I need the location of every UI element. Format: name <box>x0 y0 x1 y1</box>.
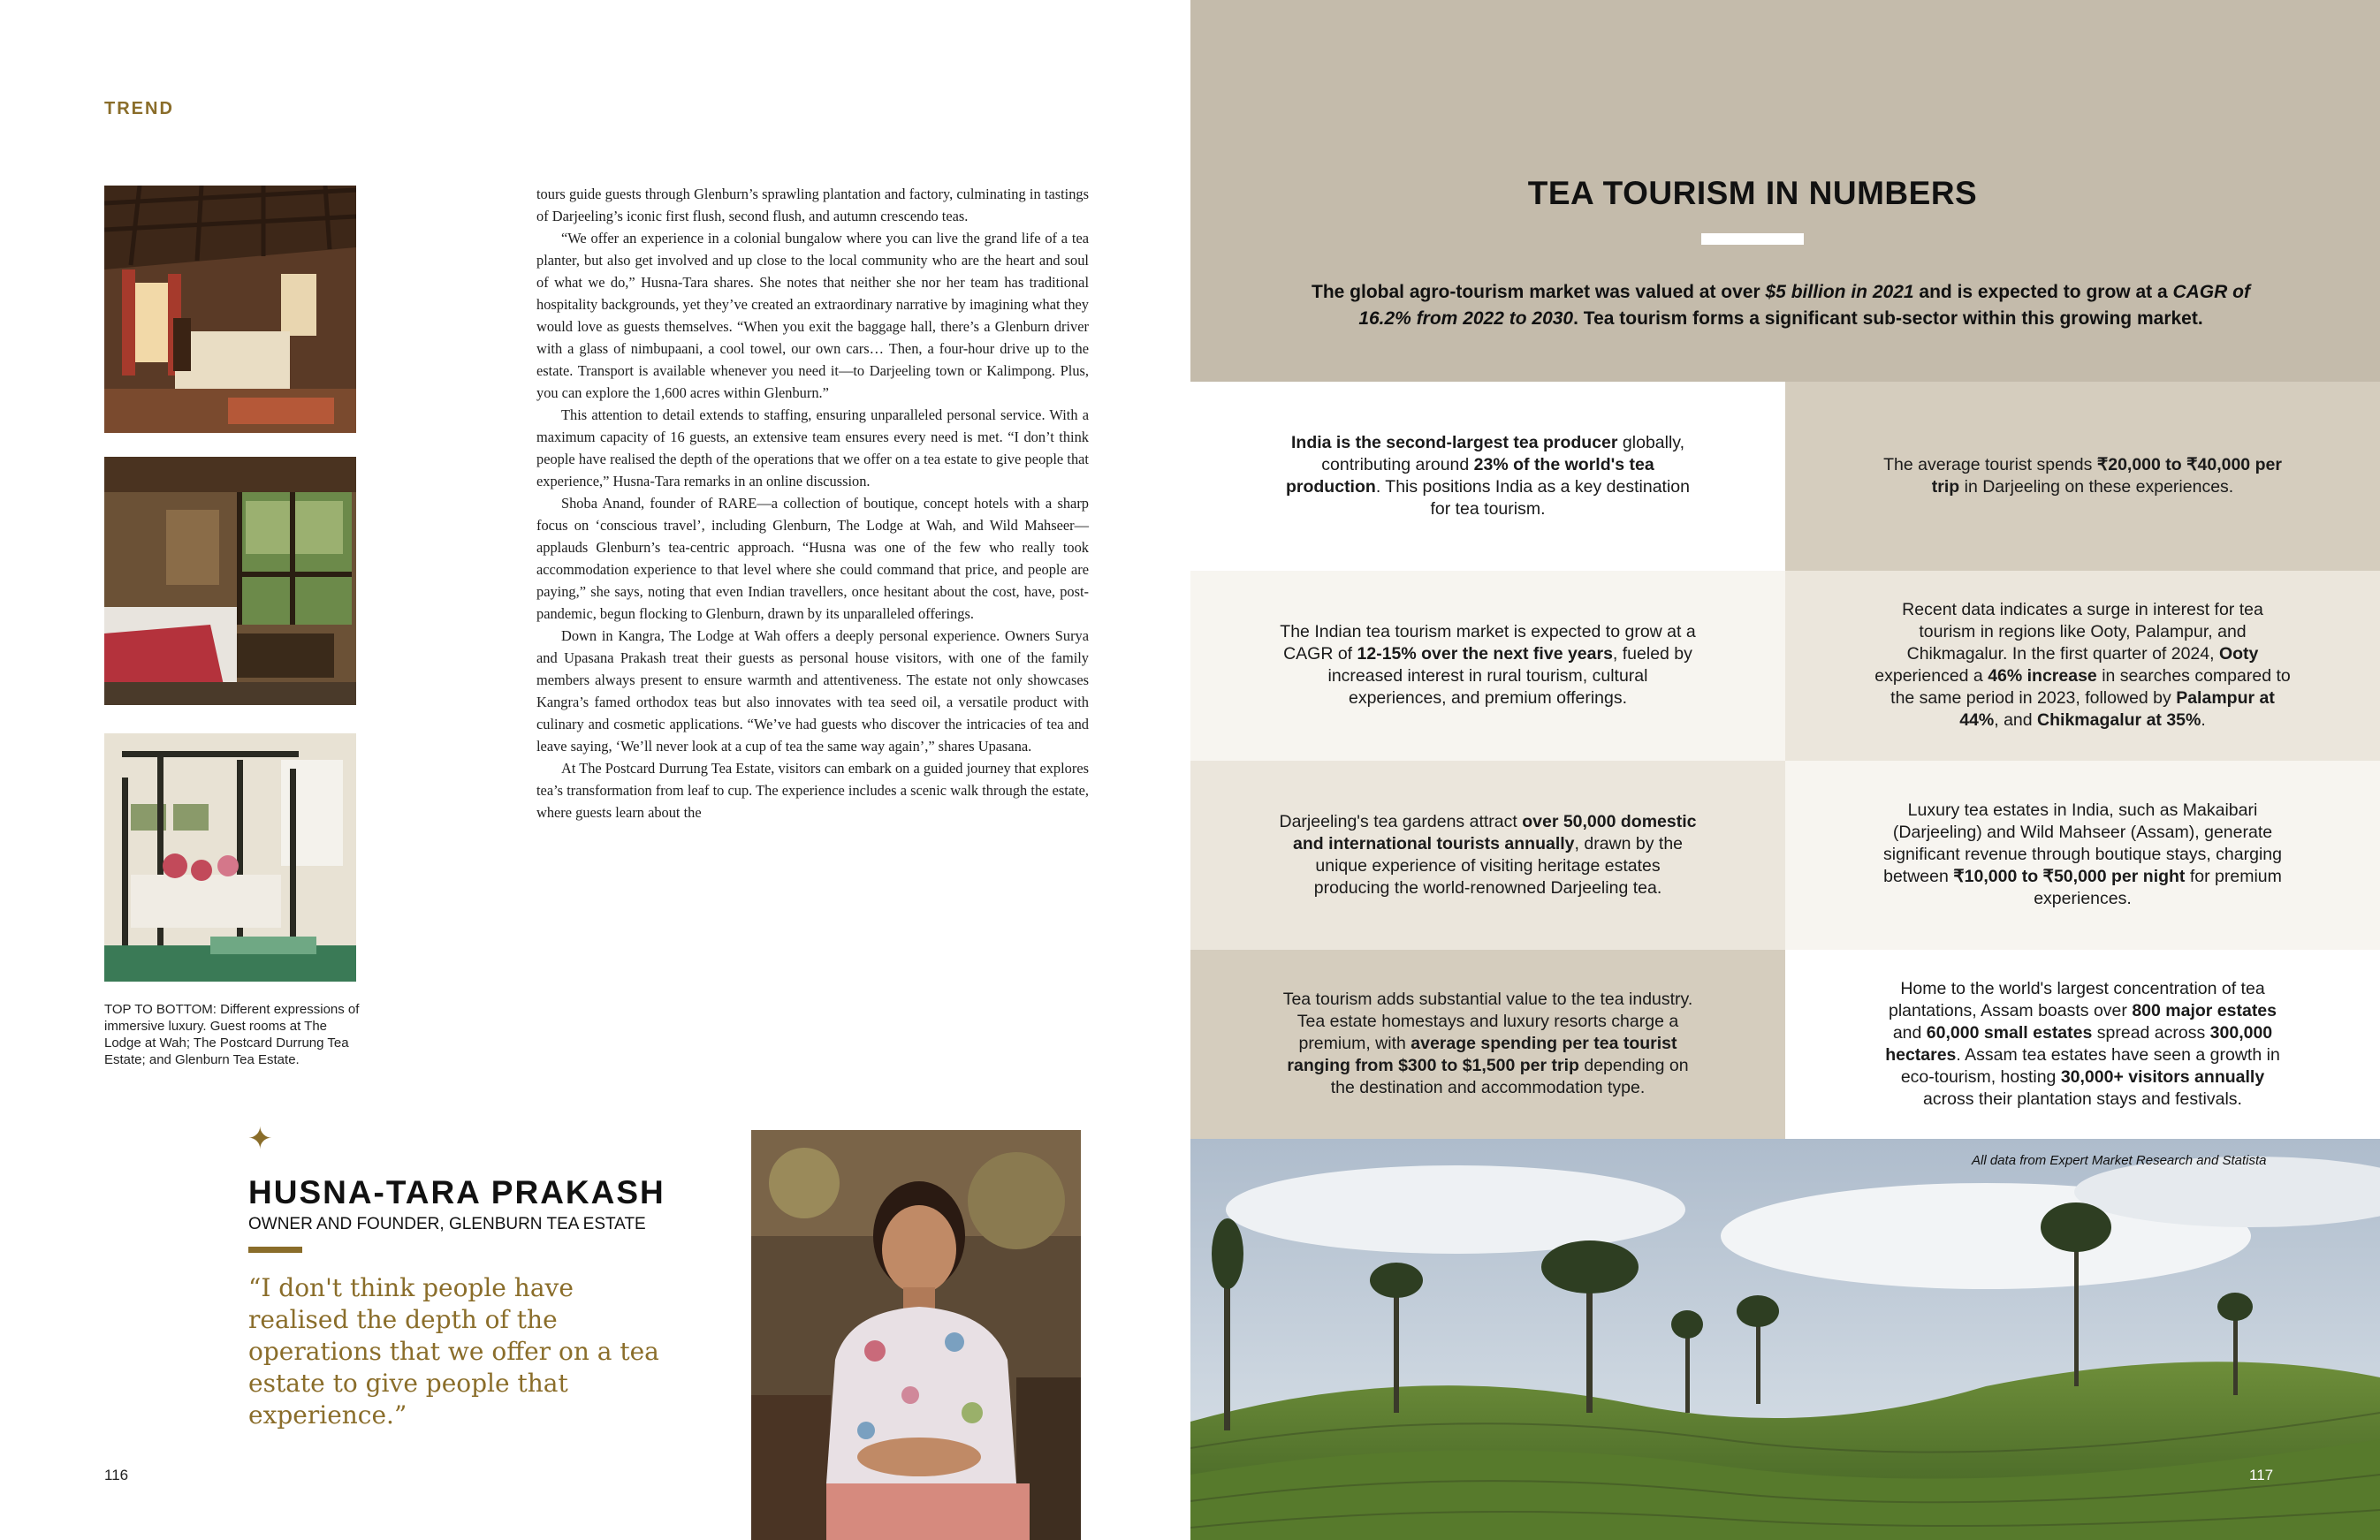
infographic-intro: The global agro-tourism market was valued at over $5 billion in 2021 and is expected to grow at a CAGR of 16.2% from 2022 to 2030. Tea tourism forms a significant sub-sector within this growing market. <box>1312 282 2250 329</box>
body-paragraph: This attention to detail extends to staffing, ensuring unparalleled personal service. With a maximum capacity of 16 guests, an extensive team ensures every need is met. “I don’t think people have realised the depth of the operations that we offer on a tea estate to give people that experience,” Husna-Tara remarks in an online discussion. <box>536 406 1089 489</box>
source-note: All data from Expert Market Research and Statista <box>1972 1153 2267 1168</box>
profile-role: OWNER AND FOUNDER, GLENBURN TEA ESTATE <box>248 1215 646 1233</box>
stat-cell <box>1190 950 1785 1139</box>
pull-quote: “I don't think people have realised the depth of the operations that we offer on a tea estate to give people that experience.” <box>248 1273 659 1430</box>
stat-text: Darjeeling's tea gardens attract over 50,000 domestic and international tourists annually, drawn by the unique experience of visiting heritage estates producing the world-renowned Darjeeling tea. <box>1279 811 1697 898</box>
stat-cell <box>1785 382 2380 571</box>
stats-grid <box>1190 382 2380 1139</box>
stat-cell <box>1785 950 2380 1139</box>
bedroom-photo-2 <box>104 457 356 705</box>
article-body <box>536 183 1089 823</box>
stat-text: The average tourist spends ₹20,000 to ₹40,000 per trip in Darjeeling on these experiences. <box>1883 455 2282 497</box>
body-paragraph: Shoba Anand, founder of RARE—a collection of boutique, concept hotels with a sharp focus on ‘conscious travel’, including Glenburn, The Lodge at Wah, and Wild Mahseer—applauds Glenburn’s tea-centric approach. “Husna was one of the few who really took accommodation experience to that level where she could command that price, and people are paying,” she says, noting that even Indian travellers, once hesitant about the cost, have, post-pandemic, begun flocking to Glenburn, drawn by its unparalleled offerings. <box>536 495 1089 622</box>
stat-cell <box>1785 761 2380 950</box>
portrait-photo <box>751 1130 1081 1540</box>
stat-cell <box>1785 571 2380 760</box>
stat-text: Luxury tea estates in India, such as Makaibari (Darjeeling) and Wild Mahseer (Assam), generate significant revenue through boutique stays, charging between ₹10,000 to ₹50,000 per night for premium experiences. <box>1883 800 2282 909</box>
infographic-title: TEA TOURISM IN NUMBERS <box>1527 175 1978 211</box>
stat-cell <box>1190 382 1785 571</box>
body-paragraph: “We offer an experience in a colonial bungalow where you can live the grand life of a tea planter, but also get involved and up close to the local community who are the heart and soul of what we do,” Husna-Tara shares. She notes that neither she nor her team has traditional hospitality backgrounds, yet they’ve created an extraordinary narrative by imagining what they would love as guests themselves. “When you exit the baggage hall, there’s a Glenburn driver with a glass of nimbupaani, a cool towel, our own cars… Then, a four-hour drive up to the estate. Transport is available whenever you need it—to Darjeeling town or Kalimpong. Plus, you can explore the 1,600 acres within Glenburn.” <box>536 230 1089 401</box>
stat-text: The Indian tea tourism market is expected to grow at a CAGR of 12-15% over the next five years, fueled by increased interest in rural tourism, cultural experiences, and premium offerings. <box>1280 622 1696 709</box>
body-paragraph: At The Postcard Durrung Tea Estate, visitors can embark on a guided journey that explores tea’s transformation from leaf to cup. The experience includes a scenic walk through the estate, where guests learn about the <box>536 760 1089 821</box>
page-number-left: 116 <box>104 1467 129 1483</box>
bedroom-photo-3 <box>104 733 356 982</box>
title-divider <box>1701 233 1804 245</box>
profile-name: HUSNA-TARA PRAKASH <box>248 1174 665 1210</box>
stat-text: India is the second-largest tea producer globally, contributing around 23% of the world's tea production. This positions India as a key destination for tea tourism. <box>1285 433 1690 520</box>
star-ornament-icon: ✦ <box>247 1122 273 1156</box>
bedroom-photo-1 <box>104 186 356 433</box>
body-paragraph: tours guide guests through Glenburn’s sprawling plantation and factory, culminating in tastings of Darjeeling’s iconic first flush, second flush, and autumn crescendo teas. <box>536 186 1089 224</box>
photo-caption: TOP TO BOTTOM: Different expressions of immersive luxury. Guest rooms at The Lodge at Wah; The Postcard Durrung Tea Estate; and Glenburn Tea Estate. <box>104 1002 360 1067</box>
page-number-right: 117 <box>2249 1467 2274 1483</box>
stat-text: Recent data indicates a surge in interest for tea tourism in regions like Ooty, Palampur, and Chikmagalur. In the first quarter of 2024, Ooty experienced a 46% increase in searches compared to the same period in 2023, followed by Palampur at 44%, and Chikmagalur at 35%. <box>1874 600 2291 731</box>
gold-divider <box>248 1247 302 1253</box>
stat-cell <box>1190 761 1785 950</box>
tea-plantation-photo <box>1190 1139 2380 1540</box>
stat-cell <box>1190 571 1785 760</box>
stat-text: Tea tourism adds substantial value to the tea industry. Tea estate homestays and luxury resorts charge a premium, with average spending per tea tourist ranging from $300 to $1,500 per trip depending on the destination and accommodation type. <box>1282 990 1693 1098</box>
body-paragraph: Down in Kangra, The Lodge at Wah offers a deeply personal experience. Owners Surya and Upasana Prakash treat their guests as personal house visitors, with one of the family members always present to ensure warmth and attentiveness. The estate not only showcases Kangra’s famed orthodox teas but also innovates with tea seed oil, a versatile product with culinary and cosmetic applications. “We’ve had guests who discover the intricacies of tea and leave saying, ‘We’ll never look at a cup of tea the same way again’,” shares Upasana. <box>536 627 1089 755</box>
section-label: TREND <box>104 99 174 118</box>
stat-text: Home to the world's largest concentration of tea plantations, Assam boasts over 800 major estates and 60,000 small estates spread across 300,000 hectares. Assam tea estates have seen a growth in eco-tourism, hosting 30,000+ visitors annually across their plantation stays and festivals. <box>1885 978 2280 1109</box>
